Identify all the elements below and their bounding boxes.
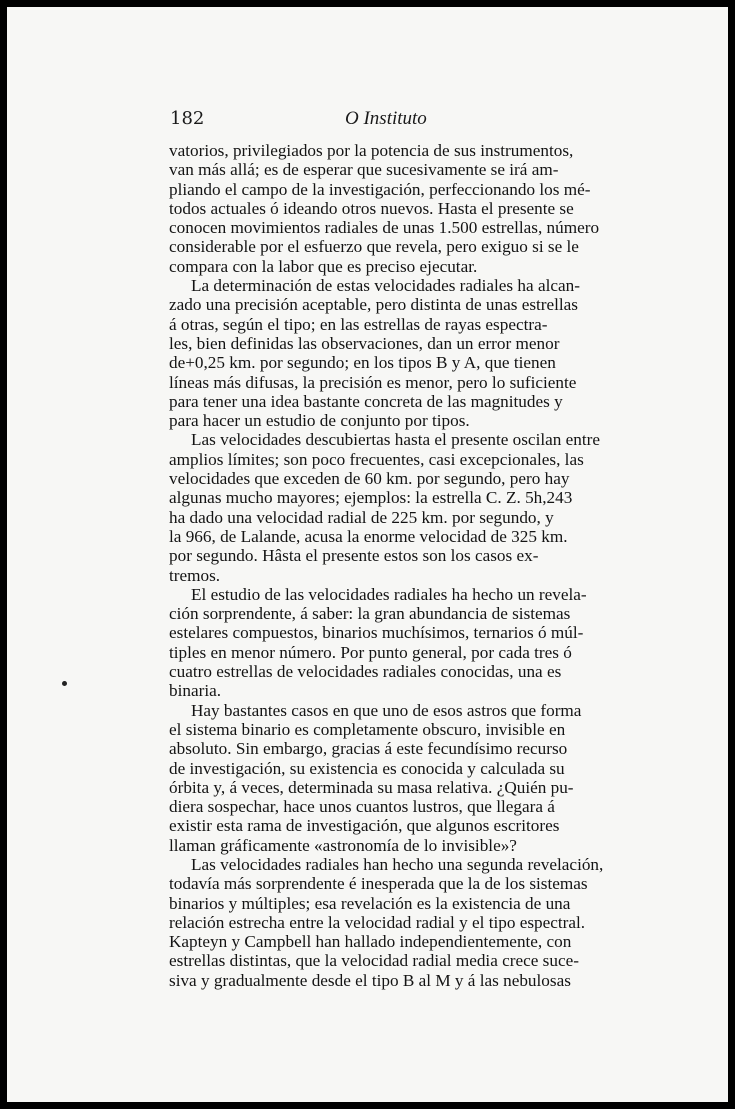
text-line: el sistema binario es completamente obscuro, invisible en <box>169 719 566 739</box>
text-line: llaman gráficamente «astronomía de lo invisible»? <box>169 835 517 855</box>
text-line: pliando el campo de la investigación, perfeccionando los mé- <box>169 179 591 199</box>
paragraph <box>169 276 647 430</box>
text-line: ha dado una velocidad radial de 225 km. por segundo, y <box>169 507 554 527</box>
text-line: Hay bastantes casos en que uno de esos astros que forma <box>191 700 582 720</box>
text-line: existir esta rama de investigación, que algunos escritores <box>169 816 560 836</box>
text-line: absoluto. Sin embargo, gracias á este fecundísimo recurso <box>169 739 568 759</box>
page-header <box>170 108 645 128</box>
text-line: Las velocidades radiales han hecho una segunda revelación, <box>191 854 604 874</box>
text-line: amplios límites; son poco frecuentes, casi excepcionales, las <box>169 449 584 469</box>
paragraph <box>169 141 647 276</box>
text-line: líneas más difusas, la precisión es menor, pero lo suficiente <box>169 372 577 392</box>
paragraph <box>169 585 647 701</box>
text-line: Kapteyn y Campbell han hallado independientemente, con <box>169 932 572 952</box>
running-title: O Instituto <box>345 108 427 129</box>
text-line: velocidades que exceden de 60 km. por segundo, pero hay <box>169 469 570 489</box>
body-text <box>169 141 647 990</box>
text-line: estrellas distintas, que la velocidad radial media crece suce- <box>169 951 579 971</box>
text-line: binarios y múltiples; esa revelación es la existencia de una <box>169 893 571 913</box>
scanned-page <box>7 7 728 1102</box>
text-line: para hacer un estudio de conjunto por tipos. <box>169 411 470 431</box>
ink-speck <box>62 681 67 686</box>
text-line: binaria. <box>169 681 222 701</box>
text-line: para tener una idea bastante concreta de las magnitudes y <box>169 391 563 411</box>
text-line: tiples en menor número. Por punto general, por cada tres ó <box>169 642 572 662</box>
paragraph <box>169 430 647 584</box>
text-line: estelares compuestos, binarios muchísimos, ternarios ó múl- <box>169 623 584 643</box>
text-line: diera sospechar, hace unos cuantos lustros, que llegara á <box>169 797 555 817</box>
text-line: conocen movimientos radiales de unas 1.500 estrellas, número <box>169 218 600 238</box>
text-line: El estudio de las velocidades radiales ha hecho un revela- <box>191 584 587 604</box>
text-line: ción sorprendente, á saber: la gran abundancia de sistemas <box>169 604 571 624</box>
paragraph <box>169 855 647 990</box>
text-line: les, bien definidas las observaciones, dan un error menor <box>169 333 560 353</box>
text-line: cuatro estrellas de velocidades radiales conocidas, una es <box>169 662 562 682</box>
text-line: á otras, según el tipo; en las estrellas de rayas espectra- <box>169 314 548 334</box>
text-line: todavía más sorprendente é inesperada que la de los sistemas <box>169 874 588 894</box>
text-line: zado una precisión aceptable, pero distinta de unas estrellas <box>169 295 579 315</box>
text-line: Las velocidades descubiertas hasta el presente oscilan entre <box>191 430 600 450</box>
text-line: órbita y, á veces, determinada su masa relativa. ¿Quién pu- <box>169 777 574 797</box>
text-line: siva y gradualmente desde el tipo B al M y á las nebulosas <box>169 970 571 990</box>
text-line: algunas mucho mayores; ejemplos: la estrella C. Z. 5h,243 <box>169 488 573 508</box>
text-line: todos actuales ó ideando otros nuevos. Hasta el presente se <box>169 198 574 218</box>
page-number: 182 <box>170 108 205 129</box>
text-line: de+0,25 km. por segundo; en los tipos B y A, que tienen <box>169 353 556 373</box>
text-line: la 966, de Lalande, acusa la enorme velocidad de 325 km. <box>169 526 568 546</box>
text-line: relación estrecha entre la velocidad radial y el tipo espectral. <box>169 912 586 932</box>
text-line: considerable por el esfuerzo que revela, pero exiguo si se le <box>169 237 579 257</box>
text-line: La determinación de estas velocidades radiales ha alcan- <box>191 276 580 296</box>
paragraph <box>169 701 647 855</box>
text-line: tremos. <box>169 565 221 585</box>
text-line: van más allá; es de esperar que sucesivamente se irá am- <box>169 160 559 180</box>
text-line: de investigación, su existencia es conocida y calculada su <box>169 758 565 778</box>
text-line: por segundo. Hâsta el presente estos son los casos ex- <box>169 546 539 566</box>
text-line: vatorios, privilegiados por la potencia de sus instrumentos, <box>169 141 574 160</box>
text-line: compara con la labor que es preciso ejecutar. <box>169 256 478 276</box>
